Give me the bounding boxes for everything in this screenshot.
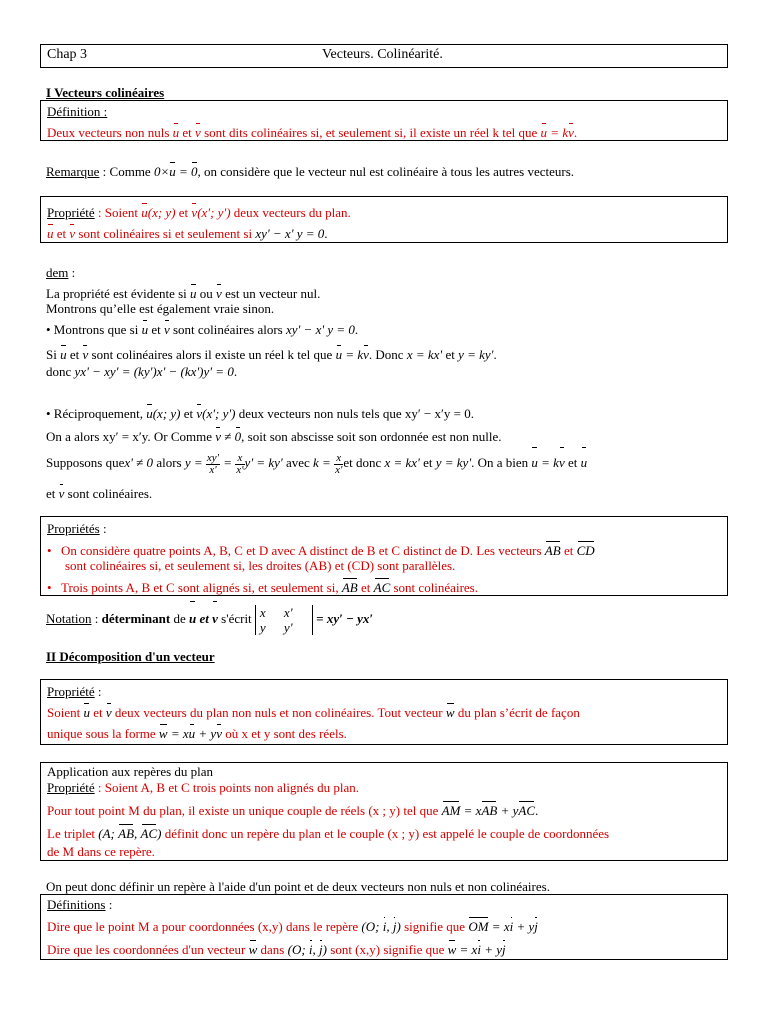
definition-text: Deux vecteurs non nuls u et v sont dits colinéaires si, et seulement si, il existe un réel k tel que u = kv. [47, 122, 577, 141]
dem-line-2: Montrons qu’elle est également vraie sinon. [46, 301, 275, 316]
formula-u-kv: u = kv [541, 125, 574, 140]
property-bullet-2: • Trois points A, B et C sont alignés si, et seulement si, AB et AC sont colinéaires. [47, 577, 478, 596]
property2-label: Propriété : [47, 684, 102, 699]
definitions-label: Définitions : [47, 897, 113, 912]
property2-line-1: Soient u et v deux vecteurs du plan non nuls et non colinéaires. Tout vecteur w du plan s’écrit de façon [47, 702, 580, 721]
dem-line-5: donc yx' − xy' = (ky')x' − (kx')y' = 0. [46, 364, 238, 379]
notation: Notation : déterminant de u et v s'écrit x x' y y' = xy′ − yx′ [46, 600, 373, 636]
dem-line-6: • Réciproquement, u(x; y) et v(x'; y') deux vecteurs non nuls tels que xy′ − x′y = 0. [46, 403, 474, 422]
property-line-2: u et v sont colinéaires si et seulement si xy' − x' y = 0. [47, 223, 328, 242]
dem-label: dem : [46, 265, 76, 280]
dem-line-1: La propriété est évidente si u ou v est un vecteur nul. [46, 283, 320, 302]
property2-box [40, 679, 728, 745]
intro-text: On peut donc définir un repère à l'aide d'un point et de deux vecteurs non nuls et non colinéaires. [46, 879, 550, 894]
dem-line-4: Si u et v sont colinéaires alors il existe un réel k tel que u = kv. Donc x = kx' et y = ky'. [46, 344, 497, 363]
dem-line-3: • Montrons que si u et v sont colinéaires alors xy' − x' y = 0. [46, 319, 358, 338]
vector-u: u [173, 122, 180, 141]
dem-line-9: et v sont colinéaires. [46, 483, 152, 502]
application-title: Application aux repères du plan [47, 764, 214, 779]
formula-zero: 0×u = 0 [154, 164, 198, 179]
section1-heading: I Vecteurs colinéaires [46, 85, 165, 100]
header-box [40, 44, 728, 68]
definition-label: Définition : [47, 104, 108, 119]
definitions-line-2: Dire que les coordonnées d'un vecteur w dans (O; i, j) sont (x,y) signifie que w = xi + yj [47, 939, 506, 958]
remark: Remarque : Comme 0×u = 0, on considère que le vecteur nul est colinéaire à tous les autres vecteurs. [46, 161, 574, 180]
application-line-4: de M dans ce repère. [47, 844, 155, 859]
property2-line-2: unique sous la forme w = xu + yv où x et y sont des réels. [47, 723, 347, 742]
dem-line-8: Supposons quex' ≠ 0 alors y = $\frac{xy'}{x'}$ = $\frac{x}{x'}$ y' = ky' avec k = $\frac{x}{x'}$ et donc x = kx' et y = ky'. On a bien u = kv et u [46, 446, 587, 478]
property-bullet-1-cont: sont colinéaires si, et seulement si, les droites (AB) et (CD) sont parallèles. [65, 558, 456, 573]
application-line-3: Le triplet (A; AB, AC) définit donc un repère du plan et le couple (x ; y) est appelé le couple de coordonnées [47, 823, 609, 842]
vector-v: v [195, 122, 201, 141]
application-line-1: Propriété : Soient A, B et C trois points non alignés du plan. [47, 780, 359, 795]
definitions-box [40, 894, 728, 960]
properties-label: Propriétés : [47, 521, 107, 536]
determinant: x x' y y' [255, 605, 313, 635]
application-line-2: Pour tout point M du plan, il existe un unique couple de réels (x ; y) tel que AM = xAB + yAC. [47, 800, 538, 819]
section2-heading: II Décomposition d'un vecteur [46, 649, 215, 664]
application-box [40, 762, 728, 861]
definitions-line-1: Dire que le point M a pour coordonnées (x,y) dans le repère (O; i, j) signifie que OM = xi + yj [47, 916, 538, 935]
property-bullet-1: • On considère quatre points A, B, C et D avec A distinct de B et C distinct de D. Les vecteurs AB et CD [47, 540, 595, 559]
dem-line-7: On a alors xy′ = x′y. Or Comme v ≠ 0, soit son abscisse soit son ordonnée est non nulle. [46, 426, 502, 445]
chapter-label: Chap 3 [47, 47, 88, 62]
properties-box [40, 516, 728, 596]
property-box [40, 196, 728, 243]
property-line-1: Propriété : Soient u(x; y) et v(x'; y') deux vecteurs du plan. [47, 202, 351, 221]
page-title: Vecteurs. Colinéarité. [322, 47, 443, 62]
definition-box [40, 100, 728, 141]
